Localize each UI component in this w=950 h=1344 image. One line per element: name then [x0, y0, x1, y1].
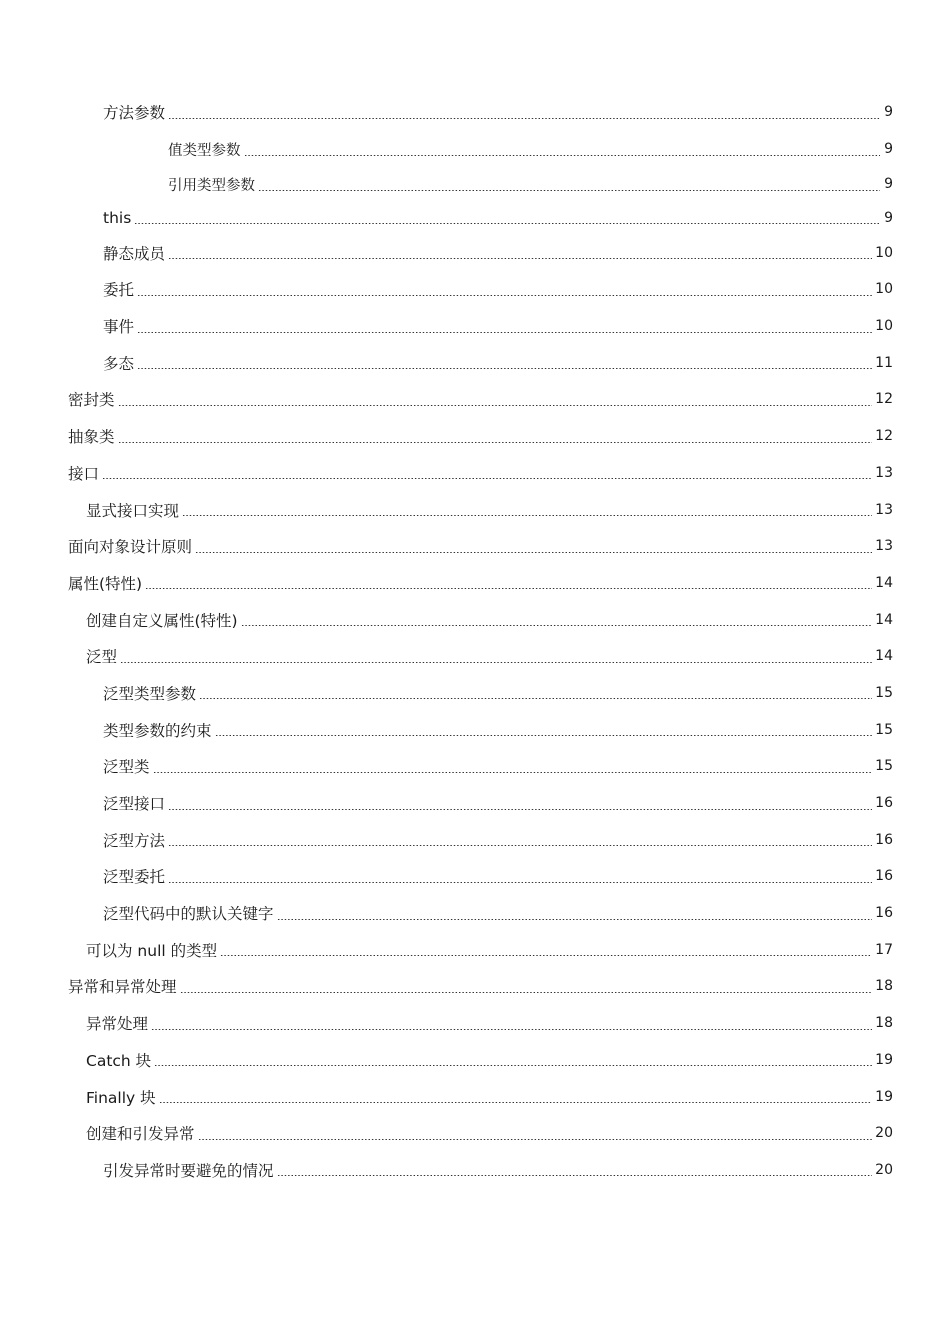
toc-entry-page: 10: [875, 318, 893, 335]
toc-entry[interactable]: [0, 455, 950, 492]
toc-entry[interactable]: [0, 94, 950, 131]
toc-entry-title: 泛型: [86, 648, 118, 667]
toc-entry-page: 12: [875, 428, 893, 445]
dot-leader: [244, 155, 881, 156]
dot-leader: [215, 735, 873, 736]
toc-entry-page: 9: [884, 209, 893, 226]
toc-entry-page: 18: [875, 978, 893, 995]
toc-entry-page: 20: [875, 1161, 893, 1178]
dot-leader: [277, 919, 873, 920]
toc-entry[interactable]: [0, 1078, 950, 1115]
toc-entry[interactable]: [0, 271, 950, 308]
toc-entry-title: 泛型委托: [103, 868, 166, 887]
toc-entry-title: 密封类: [68, 391, 115, 410]
dot-leader: [180, 992, 873, 993]
dot-leader: [258, 190, 880, 191]
dot-leader: [168, 809, 872, 810]
toc-entry-title: Finally 块: [86, 1088, 156, 1107]
toc-entry-title: 属性(特性): [68, 574, 143, 593]
dot-leader: [159, 1102, 873, 1103]
toc-entry-page: 9: [884, 176, 893, 193]
toc-entry-title: 面向对象设计原则: [68, 538, 193, 557]
toc-entry[interactable]: [0, 344, 950, 381]
dot-leader: [145, 588, 872, 589]
toc-entry-page: 14: [875, 648, 893, 665]
toc-entry-title: 类型参数的约束: [103, 721, 212, 740]
toc-entry-title: 泛型类型参数: [103, 684, 197, 703]
toc-entry-page: 20: [875, 1125, 893, 1142]
toc-entry-title: 抽象类: [68, 428, 115, 447]
dot-leader: [168, 118, 880, 119]
toc-entry-page: 19: [875, 1088, 893, 1105]
toc-entry-page: 16: [875, 795, 893, 812]
toc-entry[interactable]: [0, 638, 950, 675]
toc-entry-page: 15: [875, 721, 893, 738]
toc-entry[interactable]: [0, 931, 950, 968]
dot-leader: [195, 552, 872, 553]
dot-leader: [134, 223, 880, 224]
dot-leader: [241, 625, 873, 626]
toc-entry[interactable]: [0, 858, 950, 895]
toc-entry-page: 13: [875, 501, 893, 518]
toc-entry-page: 12: [875, 391, 893, 408]
dot-leader: [151, 1029, 872, 1030]
toc-entry-title: 引用类型参数: [168, 177, 255, 194]
toc-entry-title: 创建自定义属性(特性): [86, 611, 238, 630]
toc-entry-page: 13: [875, 538, 893, 555]
toc-entry-title: 值类型参数: [168, 142, 241, 159]
toc-entry-title: 泛型类: [103, 758, 150, 777]
dot-leader: [118, 442, 873, 443]
dot-leader: [199, 698, 872, 699]
toc-entry-page: 16: [875, 905, 893, 922]
table-of-contents: [0, 94, 950, 1188]
toc-entry-title: 泛型代码中的默认关键字: [103, 905, 274, 924]
toc-entry[interactable]: [0, 308, 950, 345]
toc-entry-page: 11: [875, 354, 893, 371]
toc-entry[interactable]: [0, 491, 950, 528]
toc-entry-page: 15: [875, 758, 893, 775]
toc-entry-page: 16: [875, 868, 893, 885]
toc-entry-title: this: [103, 208, 132, 227]
toc-entry[interactable]: [0, 748, 950, 785]
toc-entry-title: 接口: [68, 464, 100, 483]
toc-entry-page: 19: [875, 1051, 893, 1068]
toc-entry-title: 异常和异常处理: [68, 978, 177, 997]
toc-entry[interactable]: [0, 711, 950, 748]
dot-leader: [153, 772, 873, 773]
toc-entry-page: 14: [875, 611, 893, 628]
toc-entry[interactable]: [0, 785, 950, 822]
toc-entry-title: 异常处理: [86, 1015, 149, 1034]
toc-entry[interactable]: [0, 675, 950, 712]
toc-entry[interactable]: [0, 131, 950, 168]
toc-entry-page: 9: [884, 104, 893, 121]
toc-entry[interactable]: [0, 821, 950, 858]
toc-entry-page: 10: [875, 281, 893, 298]
toc-entry-title: 显式接口实现: [86, 501, 180, 520]
toc-entry[interactable]: [0, 565, 950, 602]
dot-leader: [120, 662, 872, 663]
dot-leader: [277, 1175, 873, 1176]
toc-entry-page: 10: [875, 244, 893, 261]
toc-entry[interactable]: [0, 1115, 950, 1152]
toc-entry-title: 泛型方法: [103, 831, 166, 850]
toc-entry[interactable]: [0, 381, 950, 418]
dot-leader: [102, 478, 872, 479]
dot-leader: [137, 332, 872, 333]
toc-entry[interactable]: [0, 528, 950, 565]
dot-leader: [137, 368, 872, 369]
toc-entry[interactable]: [0, 1042, 950, 1079]
toc-entry-title: 创建和引发异常: [86, 1125, 195, 1144]
toc-entry[interactable]: [0, 418, 950, 455]
toc-entry-title: Catch 块: [86, 1051, 152, 1070]
toc-entry[interactable]: [0, 167, 950, 201]
toc-entry[interactable]: [0, 968, 950, 1005]
dot-leader: [182, 515, 872, 516]
toc-entry-title: 可以为 null 的类型: [86, 941, 218, 960]
toc-entry[interactable]: [0, 1005, 950, 1042]
toc-entry-title: 委托: [103, 281, 135, 300]
toc-entry[interactable]: [0, 895, 950, 932]
toc-entry-page: 14: [875, 574, 893, 591]
dot-leader: [118, 405, 873, 406]
toc-entry-page: 15: [875, 684, 893, 701]
toc-entry[interactable]: [0, 1152, 950, 1189]
toc-entry-title: 方法参数: [103, 104, 166, 123]
toc-entry-page: 16: [875, 831, 893, 848]
dot-leader: [168, 882, 872, 883]
dot-leader: [137, 295, 872, 296]
toc-entry[interactable]: [0, 201, 950, 235]
toc-entry-title: 静态成员: [103, 244, 166, 263]
toc-entry-page: 9: [884, 141, 893, 158]
dot-leader: [168, 258, 872, 259]
dot-leader: [168, 845, 872, 846]
toc-entry-page: 18: [875, 1015, 893, 1032]
dot-leader: [220, 955, 872, 956]
toc-entry-page: 13: [875, 464, 893, 481]
toc-entry-title: 事件: [103, 318, 135, 337]
toc-entry[interactable]: [0, 601, 950, 638]
toc-entry[interactable]: [0, 234, 950, 271]
toc-entry-title: 引发异常时要避免的情况: [103, 1161, 274, 1180]
dot-leader: [154, 1065, 872, 1066]
toc-entry-title: 泛型接口: [103, 795, 166, 814]
toc-entry-title: 多态: [103, 354, 135, 373]
dot-leader: [198, 1139, 873, 1140]
toc-entry-page: 17: [875, 941, 893, 958]
